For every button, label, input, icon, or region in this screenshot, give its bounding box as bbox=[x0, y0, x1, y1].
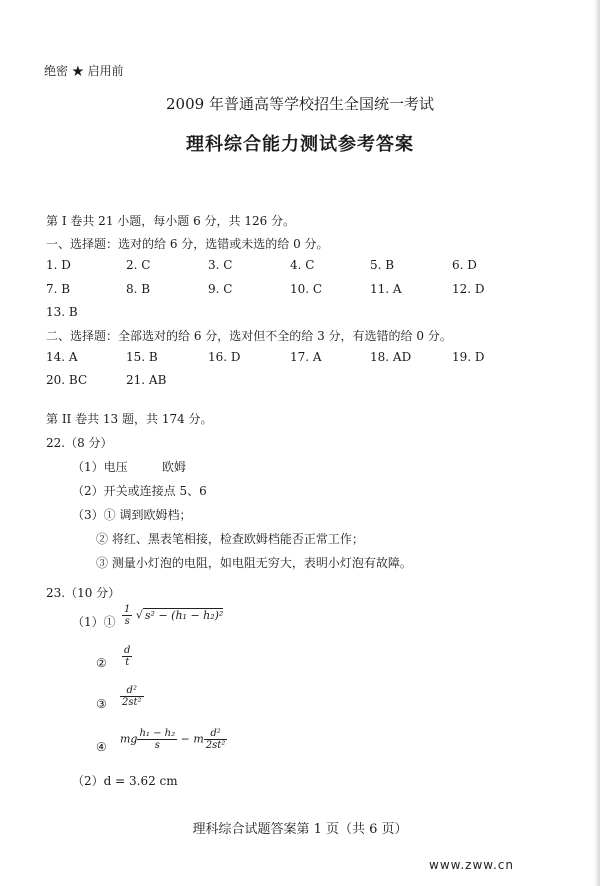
answer-item: 1. D bbox=[46, 258, 71, 272]
answer-item: 21. AB bbox=[126, 373, 167, 387]
answer-item: 5. B bbox=[370, 258, 395, 272]
q23-circle-3: ③ bbox=[96, 697, 107, 711]
answer-item: 14. A bbox=[46, 350, 78, 364]
answer-item: 7. B bbox=[46, 282, 71, 296]
answer-item: 9. C bbox=[208, 282, 233, 296]
answer-item: 4. C bbox=[290, 258, 315, 272]
q23-sub1-label: （1）① bbox=[72, 615, 116, 629]
formula-2: $\frac{d}{t}$ bbox=[124, 645, 131, 668]
answer-item: 10. C bbox=[290, 282, 323, 296]
q22-label: 22.（8 分） bbox=[46, 436, 113, 450]
section1-heading: 一、选择题：选对的给 6 分，选错或未选的给 0 分。 bbox=[46, 237, 329, 251]
answer-subtitle: 理科综合能力测试参考答案 bbox=[186, 134, 414, 155]
watermark: www.zww.cn bbox=[429, 858, 514, 872]
q23-circle-4: ④ bbox=[96, 740, 107, 754]
answer-item: 13. B bbox=[46, 305, 78, 319]
formula-3: $\frac{\text{d²}}{\text{2st²}}$ bbox=[122, 685, 142, 708]
answer-item: 15. B bbox=[126, 350, 158, 364]
q23-label: 23.（10 分） bbox=[46, 586, 121, 600]
q23-circle-2: ② bbox=[96, 656, 107, 670]
answer-item: 3. C bbox=[208, 258, 233, 272]
answer-item: 17. A bbox=[290, 350, 322, 364]
section2-heading: 二、选择题：全部选对的给 6 分，选对但不全的给 3 分，有选错的给 0 分。 bbox=[46, 329, 452, 343]
q22-answer-1: （1）电压 bbox=[72, 460, 128, 474]
answer-item: 16. D bbox=[208, 350, 241, 364]
q22-answer-1b: 欧姆 bbox=[162, 460, 187, 474]
answer-item: 8. B bbox=[126, 282, 151, 296]
answer-item: 11. A bbox=[370, 282, 402, 296]
q22-answer-3b: ② 将红、黑表笔相接，检查欧姆档能否正常工作； bbox=[96, 532, 364, 546]
q22-answer-2: （2）开关或连接点 5、6 bbox=[72, 484, 207, 498]
answer-item: 20. BC bbox=[46, 373, 88, 387]
formula-1: $\frac{1}{s}$ √ s² − (h₁ − h₂)² bbox=[124, 604, 224, 627]
exam-title: 2009 年普通高等学校招生全国统一考试 bbox=[166, 95, 434, 113]
answer-item: 18. AD bbox=[370, 350, 412, 364]
confidential-label: 绝密 ★ 启用前 bbox=[44, 64, 124, 78]
q22-answer-3: （3）① 调到欧姆档； bbox=[72, 508, 192, 522]
q22-answer-3c: ③ 测量小灯泡的电阻，如电阻无穷大，表明小灯泡有故障。 bbox=[96, 556, 412, 570]
answer-item: 6. D bbox=[452, 258, 477, 272]
answer-item: 19. D bbox=[452, 350, 485, 364]
answer-item: 12. D bbox=[452, 282, 485, 296]
answer-item: 2. C bbox=[126, 258, 151, 272]
formula-4: mg $\frac{\text{h₁ − h₂}}{s}$ − m $\frac{\text{d²}}{\text{2st²}}$ bbox=[120, 728, 226, 751]
page-footer: 理科综合试题答案第 1 页（共 6 页） bbox=[192, 822, 408, 837]
q23-answer-2: （2）d = 3.62 cm bbox=[72, 774, 178, 788]
part1-heading: 第 I 卷共 21 小题，每小题 6 分，共 126 分。 bbox=[46, 214, 296, 228]
part2-heading: 第 II 卷共 13 题，共 174 分。 bbox=[46, 412, 213, 426]
scan-edge-shadow bbox=[594, 0, 600, 886]
